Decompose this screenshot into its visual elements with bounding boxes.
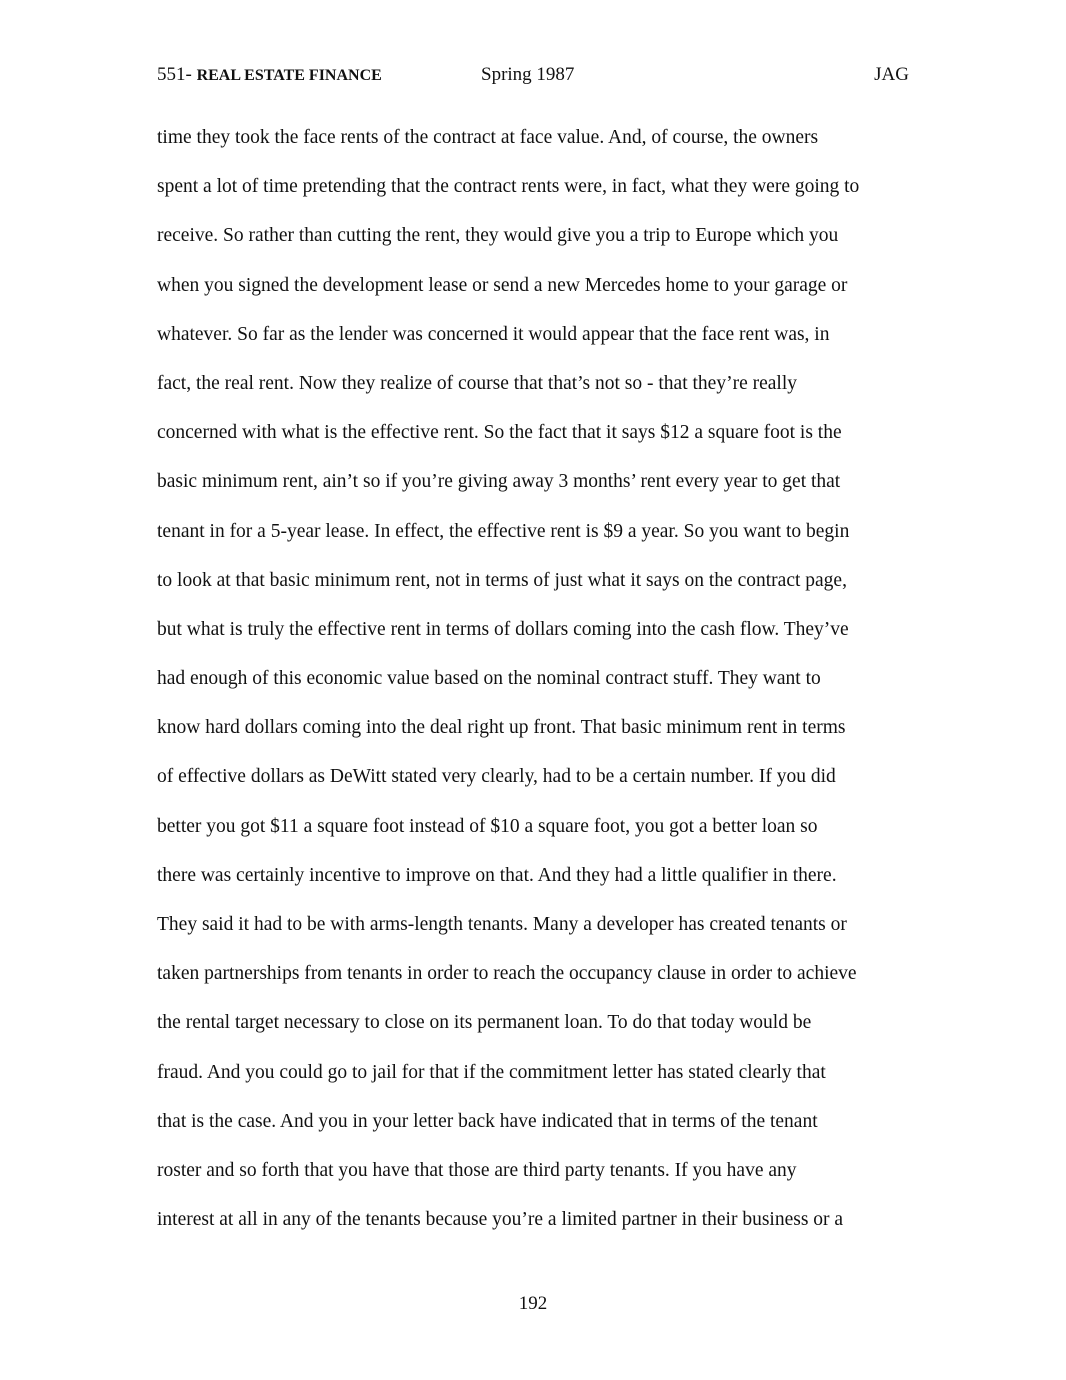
- text-line: whatever. So far as the lender was concerned it would appear that the face rent was, in: [157, 323, 830, 345]
- text-line: but what is truly the effective rent in terms of dollars coming into the cash flow. They’ve: [157, 618, 849, 640]
- body-text: [157, 113, 917, 1244]
- text-line: roster and so forth that you have that those are third party tenants. If you have any: [157, 1159, 797, 1181]
- text-line: there was certainly incentive to improve on that. And they had a little qualifier in there.: [157, 864, 837, 886]
- text-line: had enough of this economic value based on the nominal contract stuff. They want to: [157, 668, 821, 690]
- text-line: basic minimum rent, ain’t so if you’re giving away 3 months’ rent every year to get that: [157, 471, 841, 493]
- course-name: REAL ESTATE FINANCE: [196, 67, 382, 84]
- text-line: tenant in for a 5-year lease. In effect, the effective rent is $9 a year. So you want to begin: [157, 520, 850, 542]
- course-number: 551-: [157, 64, 192, 85]
- text-line: to look at that basic minimum rent, not in terms of just what it says on the contract page,: [157, 569, 847, 591]
- text-line: that is the case. And you in your letter back have indicated that in terms of the tenant: [157, 1110, 818, 1132]
- text-line: taken partnerships from tenants in order to reach the occupancy clause in order to achieve: [157, 963, 857, 985]
- text-line: receive. So rather than cutting the rent, they would give you a trip to Europe which you: [157, 225, 839, 247]
- text-line: time they took the face rents of the contract at face value. And, of course, the owners: [157, 127, 819, 148]
- text-line: better you got $11 a square foot instead of $10 a square foot, you got a better loan so: [157, 815, 818, 837]
- text-line: know hard dollars coming into the deal right up front. That basic minimum rent in terms: [157, 717, 846, 739]
- text-line: concerned with what is the effective rent. So the fact that it says $12 a square foot is the: [157, 422, 842, 444]
- text-line: fact, the real rent. Now they realize of course that that’s not so - that they’re really: [157, 372, 797, 394]
- course-title: [157, 64, 382, 86]
- author-initials: JAG: [874, 64, 909, 85]
- text-line: interest at all in any of the tenants because you’re a limited partner in their business or a: [157, 1209, 844, 1231]
- text-line: spent a lot of time pretending that the contract rents were, in fact, what they were going to: [157, 176, 860, 198]
- text-line: They said it had to be with arms-length tenants. Many a developer has created tenants or: [157, 914, 847, 935]
- text-line: the rental target necessary to close on its permanent loan. To do that today would be: [157, 1012, 812, 1034]
- page-number: 192: [518, 1293, 548, 1314]
- page-header: [157, 64, 909, 88]
- text-line: when you signed the development lease or send a new Mercedes home to your garage or: [157, 274, 848, 296]
- term: Spring 1987: [481, 64, 575, 85]
- text-line: of effective dollars as DeWitt stated very clearly, had to be a certain number. If you did: [157, 766, 836, 788]
- text-line: fraud. And you could go to jail for that if the commitment letter has stated clearly that: [157, 1061, 826, 1083]
